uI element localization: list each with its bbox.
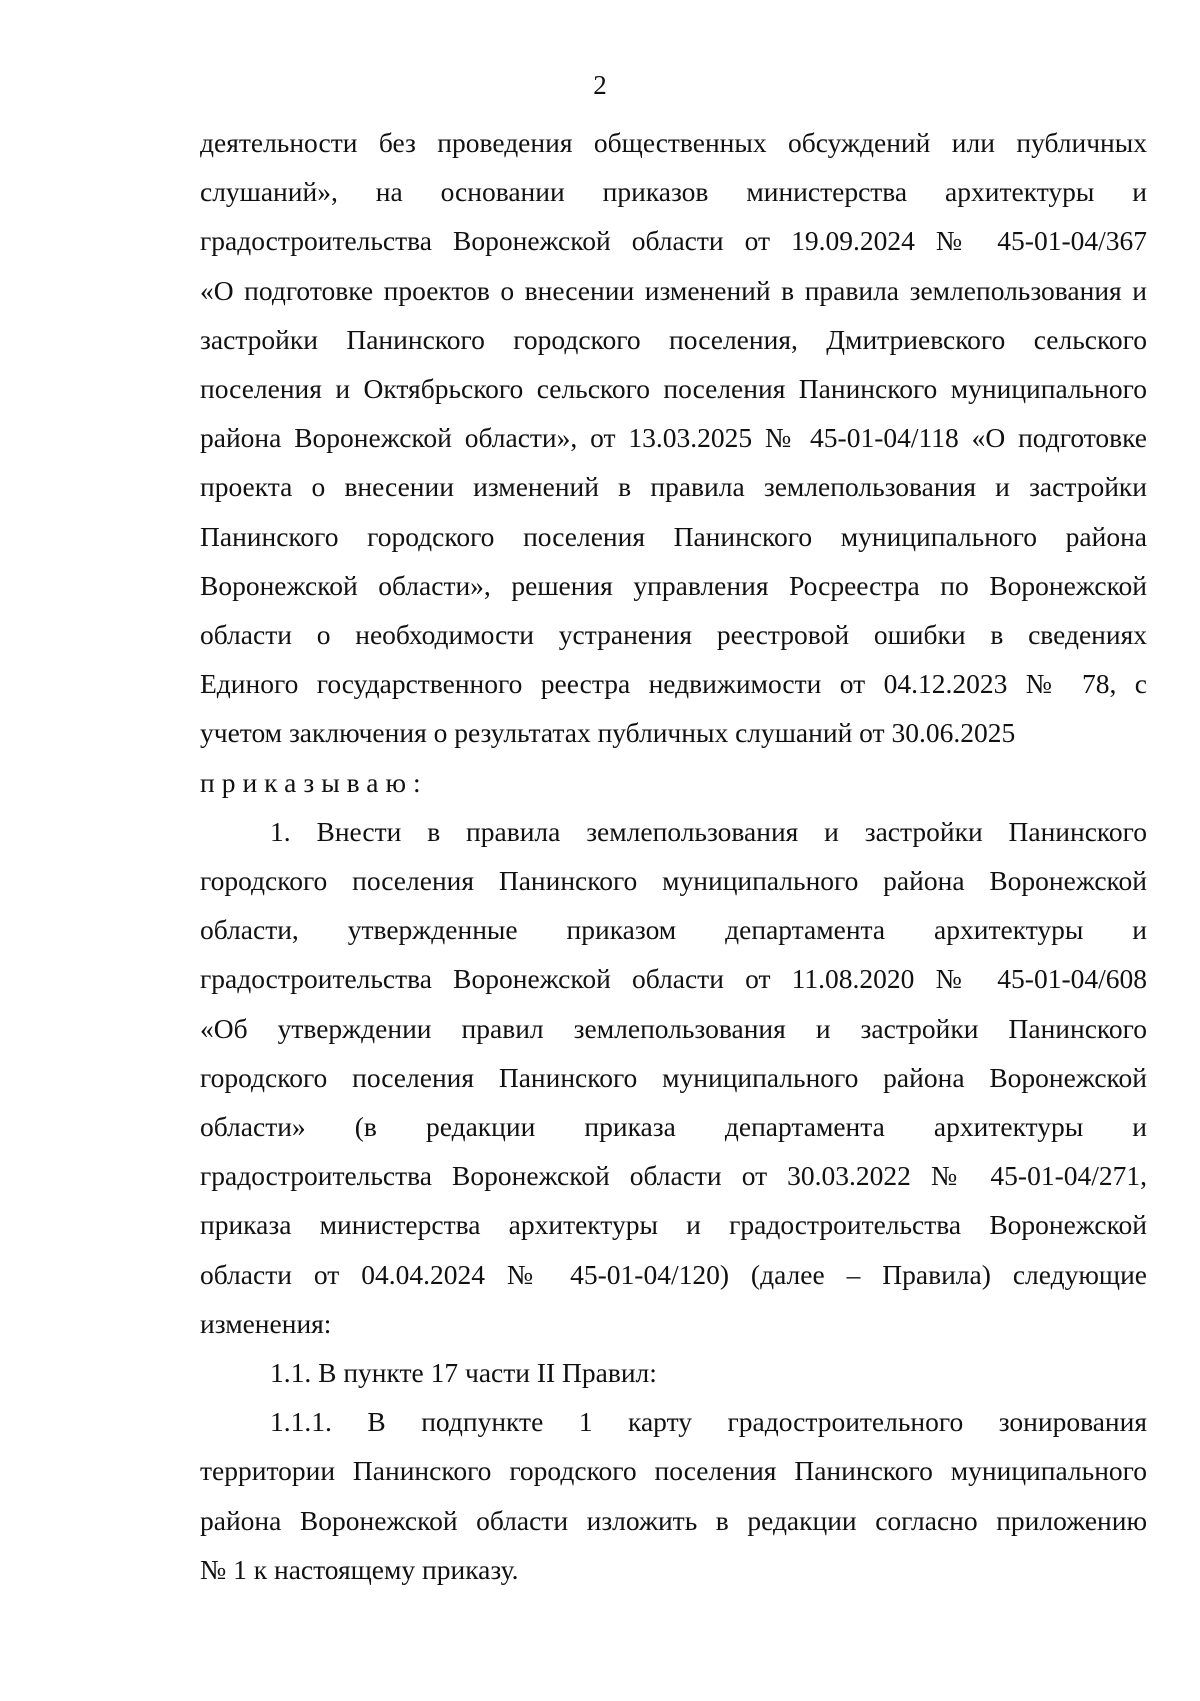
text-line: градостроительства Воронежской области от 30.03.2022 № 45-01-04/271, [200,1160,1147,1192]
text-line: поселения и Октябрьского сельского поселения Панинского муниципального [200,373,1147,405]
item-1-1-paragraph [200,1348,1147,1397]
text-line: Единого государственного реестра недвижимости от 04.12.2023 № 78, с [200,668,1147,700]
text-line: городского поселения Панинского муниципального района Воронежской [200,865,1147,897]
text-line: городского поселения Панинского муниципального района Воронежской [200,1061,1147,1093]
text-line: учетом заключения о результатах публичных слушаний от 30.06.2025 [200,717,1016,749]
text-line: Панинского городского поселения Панинского муниципального района [200,520,1147,552]
text-line: изменения: [200,1307,332,1339]
text-line: № 1 к настоящему приказу. [200,1553,519,1585]
text-line: градостроительства Воронежской области от 19.09.2024 № 45-01-04/367 [200,225,1147,257]
text-line: области о необходимости устранения реестровой ошибки в сведениях [200,619,1147,651]
item-1-1-1-paragraph [200,1397,1147,1594]
text-line: проекта о внесении изменений в правила землепользования и застройки [200,471,1147,503]
text-line: района Воронежской области изложить в редакции согласно приложению [200,1504,1147,1536]
text-line: «Об утверждении правил землепользования и застройки Панинского [200,1012,1147,1044]
text-line: приказываю: [200,766,428,798]
text-line: территории Панинского городского поселения Панинского муниципального [200,1455,1147,1487]
page-number: 2 [593,70,607,100]
text-line: градостроительства Воронежской области от 11.08.2020 № 45-01-04/608 [200,963,1147,995]
item-1-paragraph [200,807,1147,1348]
text-line: застройки Панинского городского поселения, Дмитриевского сельского [200,323,1147,355]
text-line: деятельности без проведения общественных обсуждений или публичных [200,127,1147,158]
text-line: слушаний», на основании приказов министерства архитектуры и [200,176,1147,208]
text-line: Воронежской области», решения управления Росреестра по Воронежской [200,569,1147,601]
text-line: 1. Внести в правила землепользования и застройки Панинского [270,815,1147,847]
text-line: приказа министерства архитектуры и градостроительства Воронежской [200,1209,1147,1241]
text-line: области от 04.04.2024 № 45-01-04/120) (далее – Правила) следующие [200,1258,1147,1290]
document-body [200,118,1147,1594]
text-line: области, утвержденные приказом департамента архитектуры и [200,914,1147,946]
text-line: района Воронежской области», от 13.03.2025 № 45-01-04/118 «О подготовке [200,422,1147,454]
text-line: «О подготовке проектов о внесении изменений в правила землепользования и [200,274,1147,306]
text-line: области» (в редакции приказа департамента архитектуры и [200,1111,1147,1143]
text-line: 1.1.1. В подпункте 1 карту градостроительного зонирования [270,1406,1147,1438]
text-line: 1.1. В пункте 17 части II Правил: [270,1357,657,1389]
order-word [200,758,1147,807]
preamble-paragraph [200,118,1147,758]
